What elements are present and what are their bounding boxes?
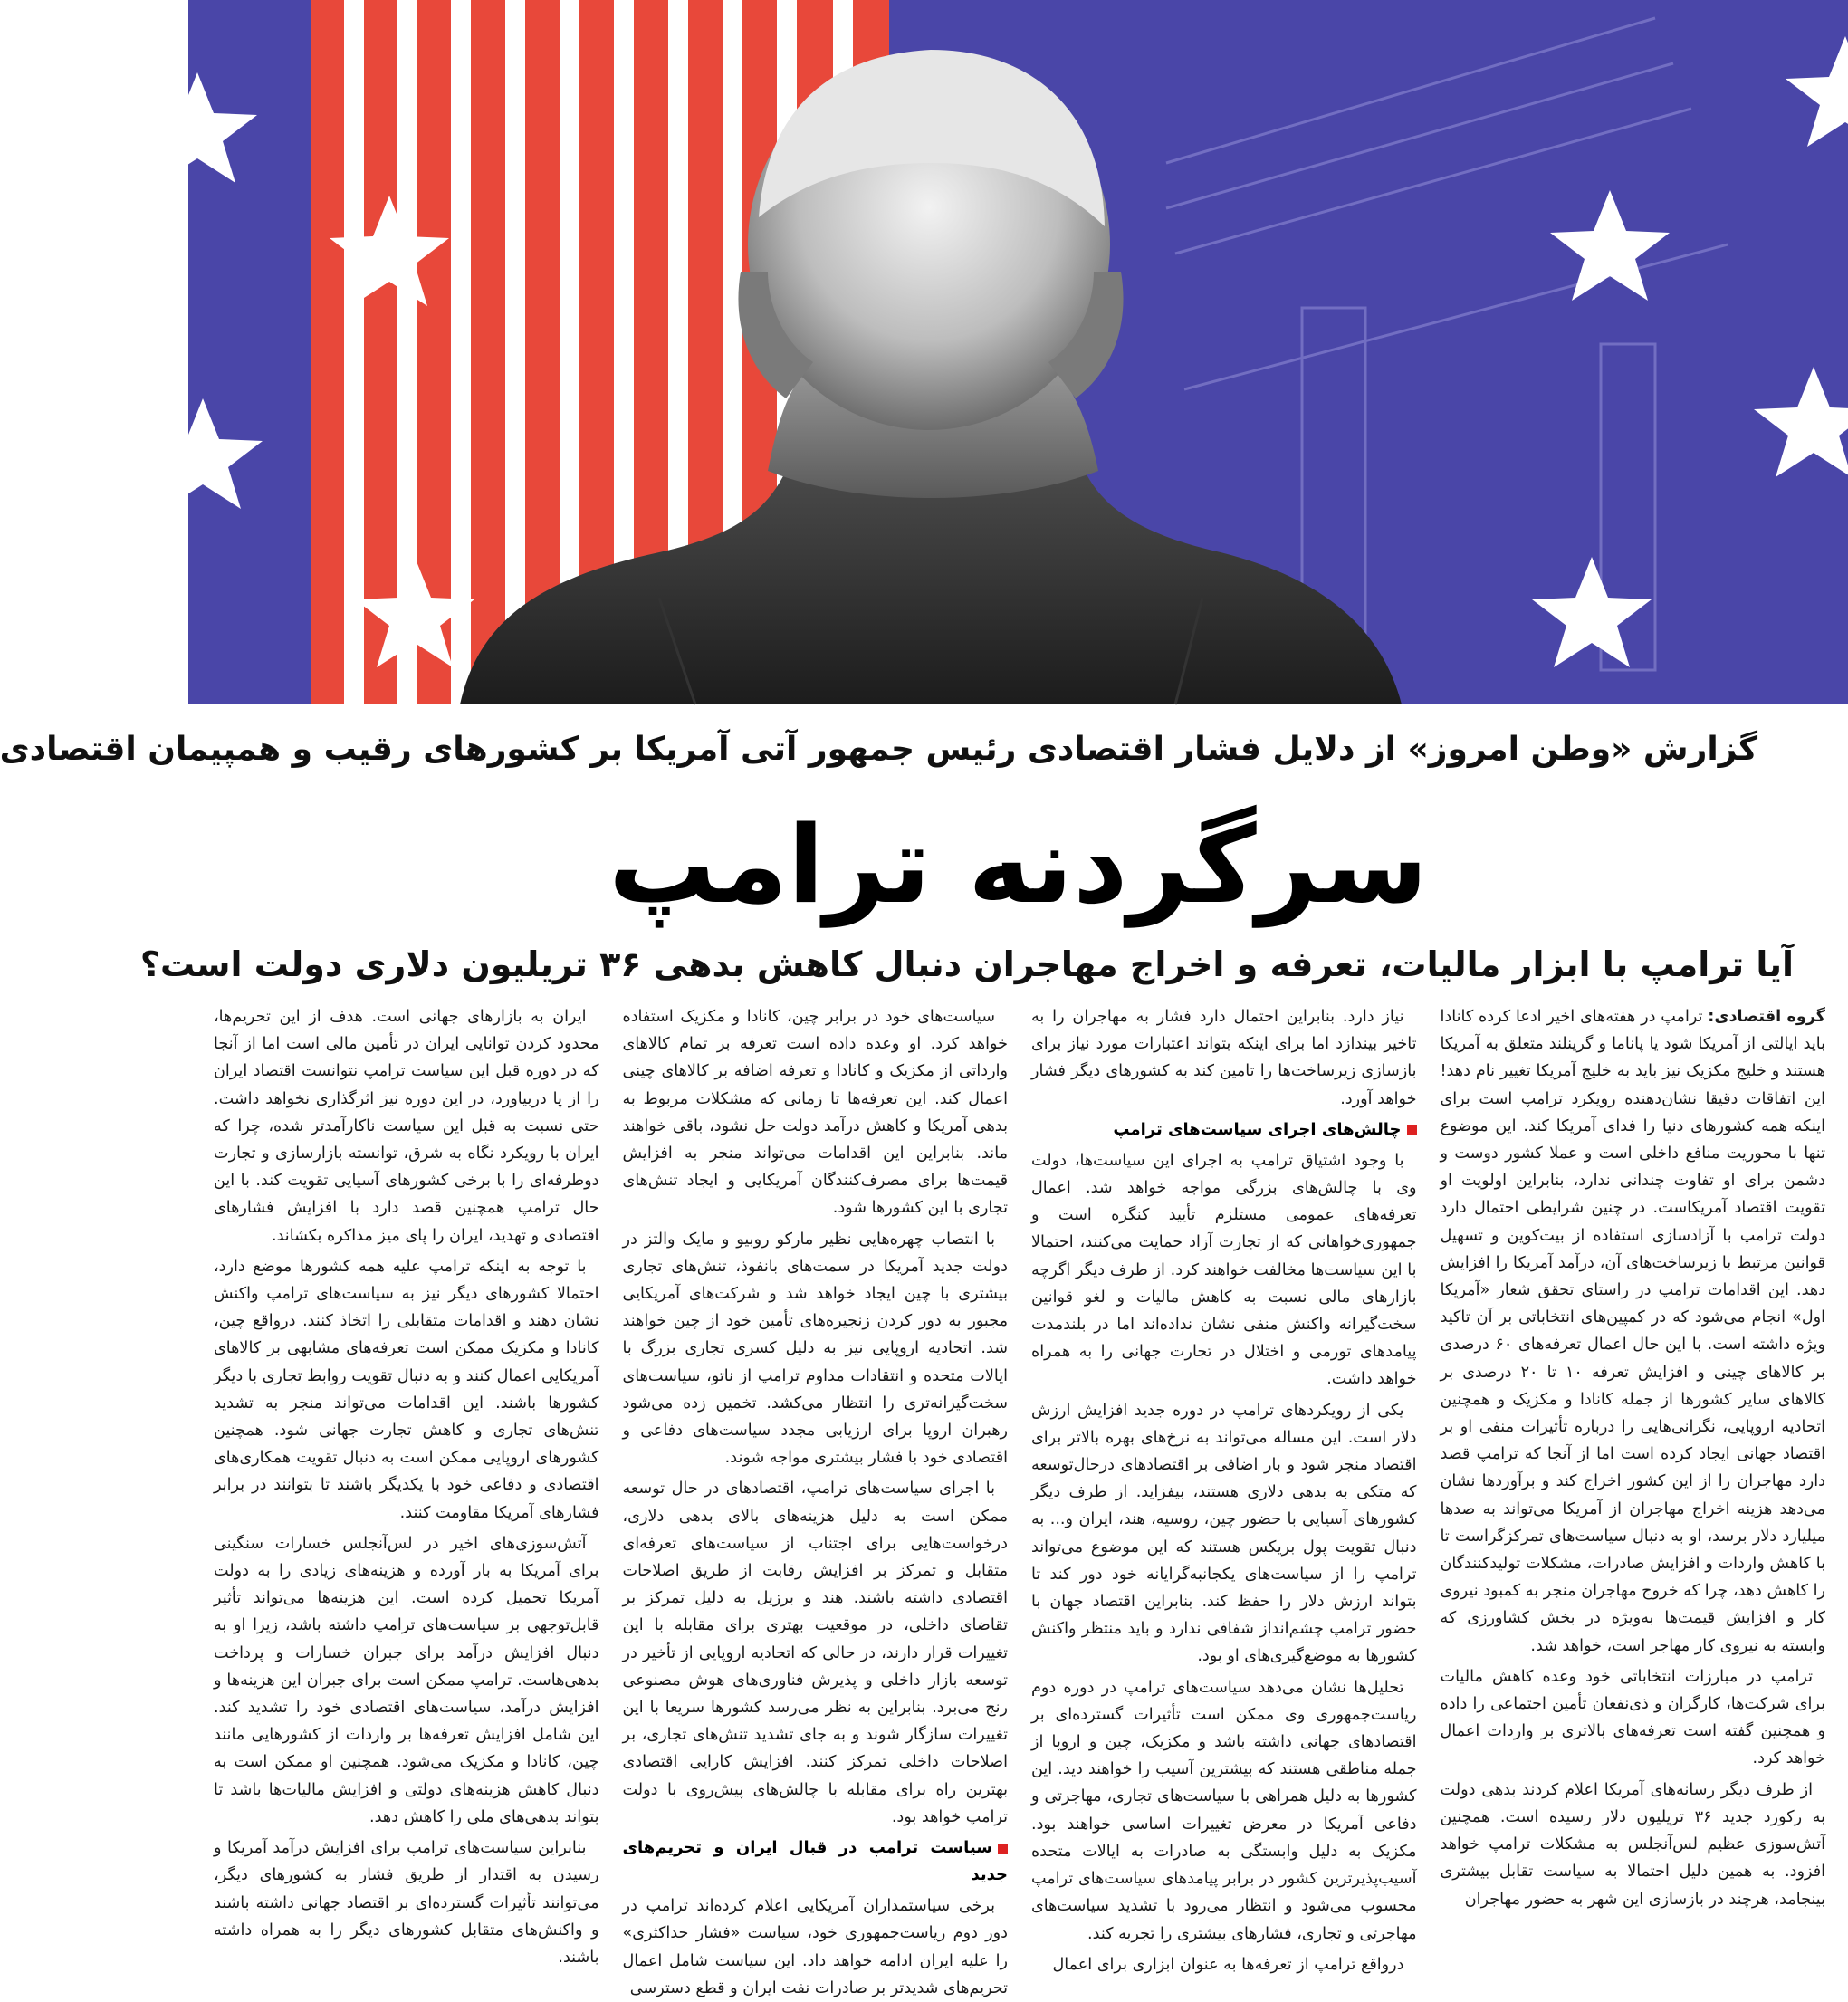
article-paragraph: تحلیل‌ها نشان می‌دهد سیاست‌های ترامپ در دوره دوم ریاست‌جمهوری وی ممکن است تأثیرات گسترده‌ای بر اقتصادهای جهانی داشته باشد و مکزیک، چین و اروپا از جمله مناطقی هستند که بیشترین آسیب را خواهند دید. این کشورها به دلیل همراهی با سیاست‌های تجاری، مهاجرتی و دفاعی آمریکا در معرض تغییرات اساسی خواهند بود. مکزیک به دلیل وابستگی به صادرات به ایالات متحده آسیب‌پذیرترین کشور در برابر پیامدهای سیاست‌های ترامپ محسوب می‌شود و انتظار می‌رود با تشدید سیاست‌های مهاجرتی و تجاری، فشارهای بیشتری را تجربه کند. — [1031, 1678, 1417, 1943]
article-paragraph: از طرف دیگر رسانه‌های آمریکا اعلام کردند بدهی دولت به رکورد جدید ۳۶ تریلیون دلار رسیده است. همچنین آتش‌سوزی عظیم لس‌آنجلس به مشکلات ترامپ خواهد افزود. به همین دلیل احتمالا به سیاست تقابل بیشتری بینجامد، هرچند در بازسازی این شهر به حضور مهاجران — [1440, 1780, 1825, 1909]
article-paragraph: سیاست‌های خود در برابر چین، کانادا و مکزیک استفاده خواهد کرد. او وعده داده است تعرفه بر تمام کالاهای وارداتی از مکزیک و کانادا و تعرفه اضافه بر کالاهای چینی اعمال کند. این تعرفه‌ها تا زمانی که مشکلات مربوط به بدهی آمریکا و کاهش درآمد دولت حل نشود، باقی خواهند ماند. بنابراین این اقدامات می‌تواند منجر به افزایش قیمت‌ها برای مصرف‌کنندگان آمریکایی و ایجاد تنش‌های تجاری با این کشورها شود. — [622, 1008, 1008, 1218]
article-paragraph: نیاز دارد. بنابراین احتمال دارد فشار به مهاجران را به تاخیر بیندازد اما برای اینکه بتواند اعتبارات مورد نیاز برای بازسازی زیرساخت‌ها را تامین کند به کشورهای دیگر فشار خواهد آورد. — [1031, 1008, 1417, 1108]
article-paragraph: گروه اقتصادی: ترامپ در هفته‌های اخیر ادعا کرده کانادا باید ایالتی از آمریکا شود یا پاناما و گرینلند متعلق به آمریکا هستند و خلیج مکزیک نیز باید به خلیج آمریکا تغییر نام دهد! این اتفاقات دقیقا نشان‌دهنده رویکرد ترامپ است برای اینکه همه کشورهای دنیا را فدای آمریکا کند. این موضوع تنها با محوریت منافع داخلی است و عملا کشور دوست و دشمن برای او تفاوت چندانی ندارد، بنابراین اولویت او تقویت اقتصاد آمریکاست. در چنین شرایطی احتمال دارد دولت ترامپ با آزادسازی استفاده از بیت‌کوین و تسهیل قوانین مرتبط با زیرساخت‌های آن، درآمد آمریکا را افزایش دهد. این اقدامات ترامپ در راستای تحقق شعار «آمریکا اول» انجام می‌شود که در کمپین‌های انتخاباتی بر آن تاکید ویژه داشته است. با این حال اعمال تعرفه‌های ۶۰ درصدی بر کالاهای چینی و افزایش تعرفه ۱۰ تا ۲۰ درصدی بر کالاهای سایر کشورها از جمله کانادا و مکزیک و همچنین اتحادیه اروپایی، نگرانی‌هایی را درباره تأثیرات منفی او بر اقتصاد جهانی ایجاد کرده است اما از آنجا که ترامپ قصد دارد مهاجران را از این کشور اخراج کند و برآوردها نشان می‌دهد هزینه اخراج مهاجران از آمریکا می‌تواند به صدها میلیارد دلار برسد، او به دنبال سیاست‌های تمرکزگراست تا با کاهش واردات و افزایش صادرات، مشکلات تولیدکنندگان را کاهش دهد، چرا که خروج مهاجران منجر به کمبود نیروی کار و افزایش قیمت‌ها به‌ویژه در بخش کشاورزی که وابسته به نیروی کار مهاجر است، خواهد شد. — [1440, 1008, 1826, 1655]
red-square-icon — [1407, 1125, 1417, 1135]
article-column-2 — [1031, 1003, 1417, 1974]
article-paragraph: بنابراین سیاست‌های ترامپ برای افزایش درآمد آمریکا و رسیدن به اقتدار از طریق فشار به کشورهای دیگر، می‌توانند تأثیرات گسترده‌ای بر اقتصاد جهانی داشته باشند و واکنش‌های متقابل کشورهای دیگر را به همراه داشته باشند. — [214, 1839, 599, 1967]
article-column-3 — [622, 1003, 1009, 1997]
section-heading: سیاست ترامپ در قبال ایران و تحریم‌های جدید — [622, 1838, 1008, 1885]
article-paragraph: یکی از رویکردهای ترامپ در دوره جدید افزایش ارزش دلار است. این مساله می‌تواند به نرخ‌های بهره بالاتر برای اقتصاد منجر شود و بار اضافی بر اقتصادهای درحال‌توسعه که متکی به بدهی دلاری هستند، بیفزاید. از طرف دیگر کشورهای آسیایی با حضور چین، روسیه، هند، ایران و... به دنبال تقویت پول بریکس هستند که این موضوع می‌تواند ترامپ را از سیاست‌های یکجانبه‌گرایانه خود دور کند تا بتواند ارزش دلار را حفظ کند. بنابراین اقتصاد جهان با حضور ترامپ چشم‌انداز شفافی ندارد و باید منتظر واکنش کشورها به موضع‌گیری‌های او بود. — [1031, 1401, 1417, 1666]
article-paragraph: آتش‌سوزی‌های اخیر در لس‌آنجلس خسارات سنگینی برای آمریکا به بار آورده و هزینه‌های زیادی را به دولت آمریکا تحمیل کرده است. این هزینه‌ها می‌تواند تأثیر قابل‌توجهی بر سیاست‌های ترامپ داشته باشد، زیرا او به دنبال افزایش درآمد برای جبران خسارات و پرداخت بدهی‌هاست. ترامپ ممکن است برای جبران این هزینه‌ها و افزایش درآمد، سیاست‌های اقتصادی خود را تشدید کند. این شامل افزایش تعرفه‌ها بر واردات از کشورهایی مانند چین، کانادا و مکزیک می‌شود. همچنین او ممکن است به دنبال کاهش هزینه‌های دولتی و افزایش مالیات‌ها باشد تا بتواند بدهی‌های ملی را کاهش دهد. — [214, 1534, 599, 1826]
headline-kicker: گزارش «وطن امروز» از دلایل فشار اقتصادی رئیس جمهور آتی آمریکا بر کشورهای رقیب و همپیمان اقتصادی — [0, 731, 1757, 768]
article-paragraph: ترامپ در مبارزات انتخاباتی خود وعده کاهش مالیات برای شرکت‌ها، کارگران و ذی‌نفعان تأمین اجتماعی را داده و همچنین گفته است تعرفه‌های بالاتری بر واردات اعمال خواهد کرد. — [1440, 1667, 1825, 1768]
hero-illustration — [188, 0, 1848, 704]
hero-image — [188, 0, 1848, 704]
headline-title: سرگردنه ترامپ — [608, 802, 1429, 927]
red-square-icon — [998, 1844, 1008, 1854]
section-heading: چالش‌های اجرای سیاست‌های ترامپ — [1031, 1116, 1417, 1144]
article-paragraph: با توجه به اینکه ترامپ علیه همه کشورها موضع دارد، احتمالا کشورهای دیگر نیز به سیاست‌های ترامپ واکنش نشان دهند و اقدامات متقابلی را اتخاذ کنند. درواقع چین، کانادا و مکزیک ممکن است تعرفه‌های مشابهی بر کالاهای آمریکایی اعمال کنند و به دنبال تقویت روابط تجاری با دیگر کشورها باشند. این اقدامات می‌تواند منجر به تشدید تنش‌های تجاری و کاهش تجارت جهانی شود. همچنین کشورهای اروپایی ممکن است به دنبال تقویت همکاری‌های اقتصادی و دفاعی خود با یکدیگر باشند تا بتوانند در برابر فشارهای آمریکا مقاومت کنند. — [214, 1257, 599, 1522]
article-column-4 — [214, 1003, 599, 1967]
article-paragraph: درواقع ترامپ از تعرفه‌ها به عنوان ابزاری برای اعمال — [1052, 1955, 1404, 1974]
headline-subtitle: آیا ترامپ با ابزار مالیات، تعرفه و اخراج مهاجران دنبال کاهش بدهی ۳۶ تریلیون دلاری دولت است؟ — [139, 944, 1794, 984]
article-paragraph: با اجرای سیاست‌های ترامپ، اقتصادهای در حال توسعه ممکن است به دلیل هزینه‌های بالای بدهی دلاری، درخواست‌هایی برای اجتناب از سیاست‌های تعرفه‌ای متقابل و تمرکز بر افزایش رقابت از طریق اصلاحات اقتصادی داشته باشند. هند و برزیل به دلیل تمرکز بر تقاضای داخلی، در موقعیت بهتری برای مقابله با این تغییرات قرار دارند، در حالی که اتحادیه اروپایی از تأخیر در توسعه بازار داخلی و پذیرش فناوری‌های هوش مصنوعی رنج می‌برد. بنابراین به نظر می‌رسد کشورها سریعا با این تغییرات سازگار شوند و به جای تشدید تنش‌های تجاری، بر اصلاحات داخلی تمرکز کنند. افزایش کارایی اقتصادی بهترین راه برای مقابله با چالش‌های پیش‌روی با دولت ترامپ خواهد بود. — [622, 1480, 1008, 1826]
article-paragraph: برخی سیاستمداران آمریکایی اعلام کرده‌اند ترامپ در دور دوم ریاست‌جمهوری خود، سیاست «فشار حداکثری» را علیه ایران ادامه خواهد داد. این سیاست شامل اعمال تحریم‌های شدیدتر بر صادرات نفت ایران و قطع دسترسی — [622, 1897, 1008, 1997]
byline: گروه اقتصادی: — [1708, 1008, 1826, 1026]
article-paragraph: با وجود اشتیاق ترامپ به اجرای این سیاست‌ها، دولت وی با چالش‌های بزرگی مواجه خواهد شد. اعمال تعرفه‌های عمومی مستلزم تأیید کنگره است و جمهوری‌خواهانی که از تجارت آزاد حمایت می‌کنند، احتمالا با این سیاست‌ها مخالفت خواهند کرد. از طرف دیگر اگرچه بازارهای مالی نسبت به کاهش مالیات و لغو قوانین سخت‌گیرانه واکنش منفی نشان نداده‌اند اما در بلندمدت پیامدهای تورمی و اختلال در تجارت جهانی را به همراه خواهد داشت. — [1031, 1151, 1417, 1389]
article-paragraph: ایران به بازارهای جهانی است. هدف از این تحریم‌ها، محدود کردن توانایی ایران در تأمین مالی است اما از آنجا که در دوره قبل این سیاست ترامپ نتوانست اقتصاد ایران را از پا دربیاورد، در این دوره نیز اثرگذاری نخواهد داشت. حتی نسبت به قبل این سیاست ناکارآمدتر شده، چرا که ایران با رویکرد نگاه به شرق، توانسته بازارسازی و تجارت دوطرفه‌ای را با برخی کشورهای آسیایی تقویت کند. با این حال ترامپ همچنین قصد دارد با افزایش فشارهای اقتصادی و تهدید، ایران را پای میز مذاکره بکشاند. — [214, 1008, 599, 1245]
article-paragraph: با انتصاب چهره‌هایی نظیر مارکو روبیو و مایک والتز در دولت جدید آمریکا در سمت‌های بانفوذ، تنش‌های تجاری بیشتری با چین ایجاد خواهد شد و شرکت‌های آمریکایی مجبور به دور کردن زنجیره‌های تأمین خود از چین خواهند شد. اتحادیه اروپایی نیز به دلیل کسری تجاری بزرگ با ایالات متحده و انتقادات مداوم ترامپ از ناتو، سیاست‌های سخت‌گیرانه‌تری را انتظار می‌کشد. تخمین زده می‌شود رهبران اروپا برای ارزیابی مجدد سیاست‌های دفاعی و اقتصادی خود با فشار بیشتری مواجه شوند. — [622, 1230, 1008, 1468]
article-body — [214, 1003, 1826, 1997]
article-column-1 — [1441, 1003, 1826, 1949]
